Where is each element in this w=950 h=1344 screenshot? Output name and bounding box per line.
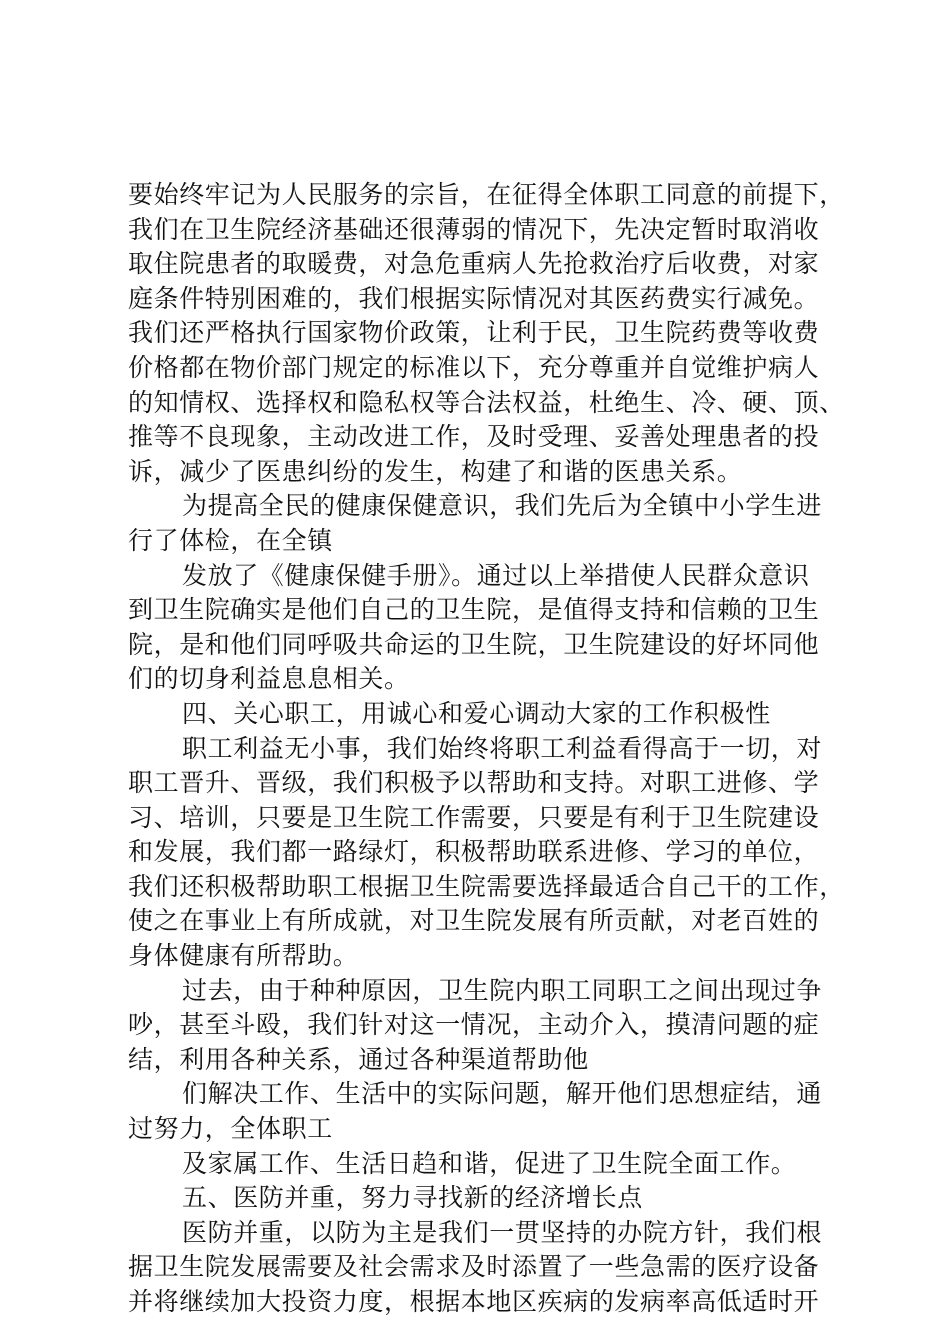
- text-line: 并将继续加大投资力度，根据本地区疾病的发病率高低适时开: [128, 1287, 820, 1316]
- text-line: 身体健康有所帮助。: [128, 941, 359, 971]
- text-line: 职工利益无小事，我们始终将职工利益看得高于一切，对: [182, 733, 823, 763]
- text-line: 推等不良现象，主动改进工作，及时受理、妥善处理患者的投: [128, 422, 820, 452]
- text-line: 过努力，全体职工: [128, 1114, 333, 1144]
- text-line: 结，利用各种关系，通过各种渠道帮助他: [128, 1044, 589, 1074]
- text-line: 庭条件特别困难的，我们根据实际情况对其医药费实行减免。: [128, 283, 820, 313]
- text-line: 的知情权、选择权和隐私权等合法权益，杜绝生、冷、硬、顶、: [128, 387, 845, 417]
- text-line: 要始终牢记为人民服务的宗旨，在征得全体职工同意的前提下，: [128, 180, 845, 209]
- text-line: 我们在卫生院经济基础还很薄弱的情况下，先决定暂时取消收: [128, 214, 820, 244]
- text-line: 为提高全民的健康保健意识，我们先后为全镇中小学生进: [182, 491, 823, 521]
- text-line: 们解决工作、生活中的实际问题，解开他们思想症结，通: [182, 1079, 823, 1109]
- text-line: 取住院患者的取暖费，对急危重病人先抢救治疗后收费，对家: [128, 249, 820, 279]
- text-line: 五、医防并重，努力寻找新的经济增长点: [182, 1183, 643, 1213]
- text-line: 发放了《健康保健手册》。通过以上举措使人民群众意识: [182, 560, 810, 590]
- text-line: 医防并重，以防为主是我们一贯坚持的办院方针，我们根: [182, 1217, 823, 1247]
- text-line: 院，是和他们同呼吸共命运的卫生院，卫生院建设的好坏同他: [128, 629, 820, 659]
- text-line: 们的切身利益息息相关。: [128, 664, 410, 694]
- text-line: 行了体检，在全镇: [128, 525, 333, 555]
- text-line: 到卫生院确实是他们自己的卫生院，是值得支持和信赖的卫生: [128, 595, 820, 625]
- text-line: 使之在事业上有所成就，对卫生院发展有所贡献，对老百姓的: [128, 906, 820, 936]
- document-body: [128, 178, 858, 1320]
- text-line: 我们还积极帮助职工根据卫生院需要选择最适合自己干的工作，: [128, 871, 845, 901]
- text-line: 和发展，我们都一路绿灯，积极帮助联系进修、学习的单位，: [128, 837, 820, 867]
- text-line: 习、培训，只要是卫生院工作需要，只要是有利于卫生院建设: [128, 802, 820, 832]
- text-line: 我们还严格执行国家物价政策，让利于民，卫生院药费等收费: [128, 318, 820, 348]
- text-line: 过去，由于种种原因，卫生院内职工同职工之间出现过争: [182, 975, 823, 1005]
- text-line: 价格都在物价部门规定的标准以下，充分尊重并自觉维护病人: [128, 352, 820, 382]
- text-line: 四、关心职工，用诚心和爱心调动大家的工作积极性: [182, 698, 771, 728]
- text-line: 吵，甚至斗殴，我们针对这一情况，主动介入，摸清问题的症: [128, 1010, 820, 1040]
- text-line: 诉，减少了医患纠纷的发生，构建了和谐的医患关系。: [128, 456, 743, 486]
- text-line: 及家属工作、生活日趋和谐，促进了卫生院全面工作。: [182, 1148, 797, 1178]
- text-line: 据卫生院发展需要及社会需求及时添置了一些急需的医疗设备: [128, 1252, 820, 1282]
- text-line: 职工晋升、晋级，我们积极予以帮助和支持。对职工进修、学: [128, 768, 820, 798]
